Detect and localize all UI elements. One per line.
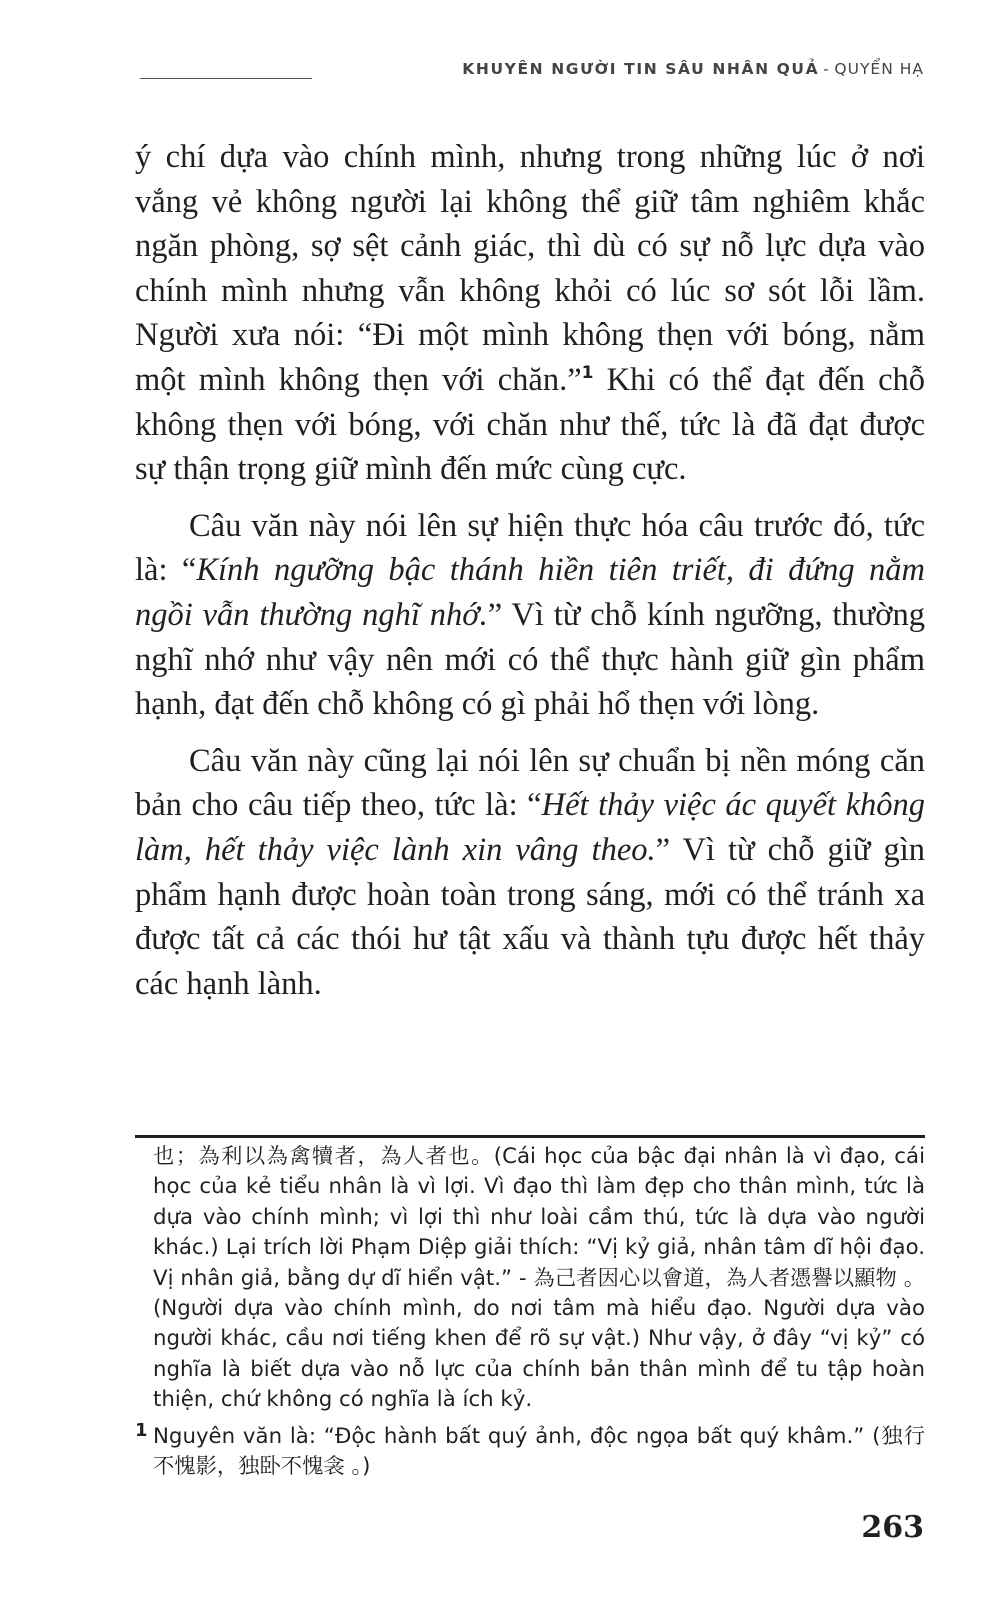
footnote-number: 1 <box>135 1419 148 1441</box>
page-number: 263 <box>861 1510 924 1545</box>
running-head <box>462 60 924 78</box>
header-rule <box>140 78 312 79</box>
footnote-1-text: Nguyên văn là: “Độc hành bất quý ảnh, độc ngọa bất quý khâm.” (独行不愧影，独卧不愧衾 。) <box>153 1423 925 1480</box>
volume-label: QUYỂN HẠ <box>834 60 924 78</box>
footnote-rule <box>135 1135 925 1138</box>
paragraph-3-text-b: ” Vì từ chỗ giữ gìn phẩm hạnh được hoàn toàn trong sáng, mới có thể tránh xa được tất cả các thói hư tật xấu và thành tựu được hết thảy các hạnh lành. <box>135 831 925 1002</box>
header-separator: - <box>823 60 831 78</box>
body-text <box>135 135 925 1006</box>
footnote-1 <box>135 1419 925 1483</box>
paragraph-3 <box>135 739 925 1007</box>
footnotes <box>135 1142 925 1482</box>
paragraph-2 <box>135 504 925 727</box>
footnote-reference: 1 <box>581 362 594 383</box>
paragraph-2-text-a: Câu văn này nói lên sự hiện thực hóa câu trước đó, tức là: “ <box>135 507 925 589</box>
paragraph-1 <box>135 135 925 492</box>
paragraph-3-text-a: Câu văn này cũng lại nói lên sự chuẩn bị nền móng căn bản cho câu tiếp theo, tức là: “ <box>135 742 925 824</box>
paragraph-1-text-b: Khi có thể đạt đến chỗ không thẹn với bóng, với chăn như thế, tức là đã đạt được sự thận trọng giữ mình đến mức cùng cực. <box>135 361 925 488</box>
paragraph-2-text-b: ” Vì từ chỗ kính ngưỡng, thường nghĩ nhớ như vậy nên mới có thể thực hành giữ gìn phẩm hạnh, đạt đến chỗ không có gì phải hổ thẹn với lòng. <box>135 596 925 723</box>
footnote-continued: 也；為利以為禽犢者，為人者也。(Cái học của bậc đại nhân là vì đạo, cái học của kẻ tiểu nhân là vì lợi. Vì đạo thì làm đẹp cho thân mình, tức là dựa vào chính mình; vì lợi thì như loài cầm thú, tức là dựa vào người khác.) Lại trích lời Phạm Diệp giải thích: “Vị kỷ giả, nhân tâm dĩ hội đạo. Vị nhân giả, bằng dự dĩ hiển vật.” - 為己者因心以會道，為人者憑譽以顯物 。(Người dựa vào chính mình, do nơi tâm mà hiểu đạo. Người dựa vào người khác, cầu nơi tiếng khen để rõ sự vật.) Như vậy, ở đây “vị kỷ” có nghĩa là biết dựa vào nỗ lực của chính bản thân mình để tu tập hoàn thiện, chứ không có nghĩa là ích kỷ. <box>153 1144 925 1413</box>
paragraph-1-text-a: ý chí dựa vào chính mình, nhưng trong những lúc ở nơi vắng vẻ không người lại không thể giữ tâm nghiêm khắc ngăn phòng, sợ sệt cảnh giác, thì dù có sự nỗ lực dựa vào chính mình nhưng vẫn không khỏi có lúc sơ sót lỗi lầm. Người xưa nói: “Đi một mình không thẹn với bóng, nằm một mình không thẹn với chăn.” <box>135 139 925 398</box>
paragraph-2-quote: Kính ngưỡng bậc thánh hiền tiên triết, đi đứng nằm ngồi vẫn thường nghĩ nhớ. <box>135 552 925 633</box>
book-title: KHUYÊN NGƯỜI TIN SÂU NHÂN QUẢ <box>462 60 820 78</box>
paragraph-3-quote: Hết thảy việc ác quyết không làm, hết thảy việc lành xin vâng theo. <box>135 787 925 868</box>
